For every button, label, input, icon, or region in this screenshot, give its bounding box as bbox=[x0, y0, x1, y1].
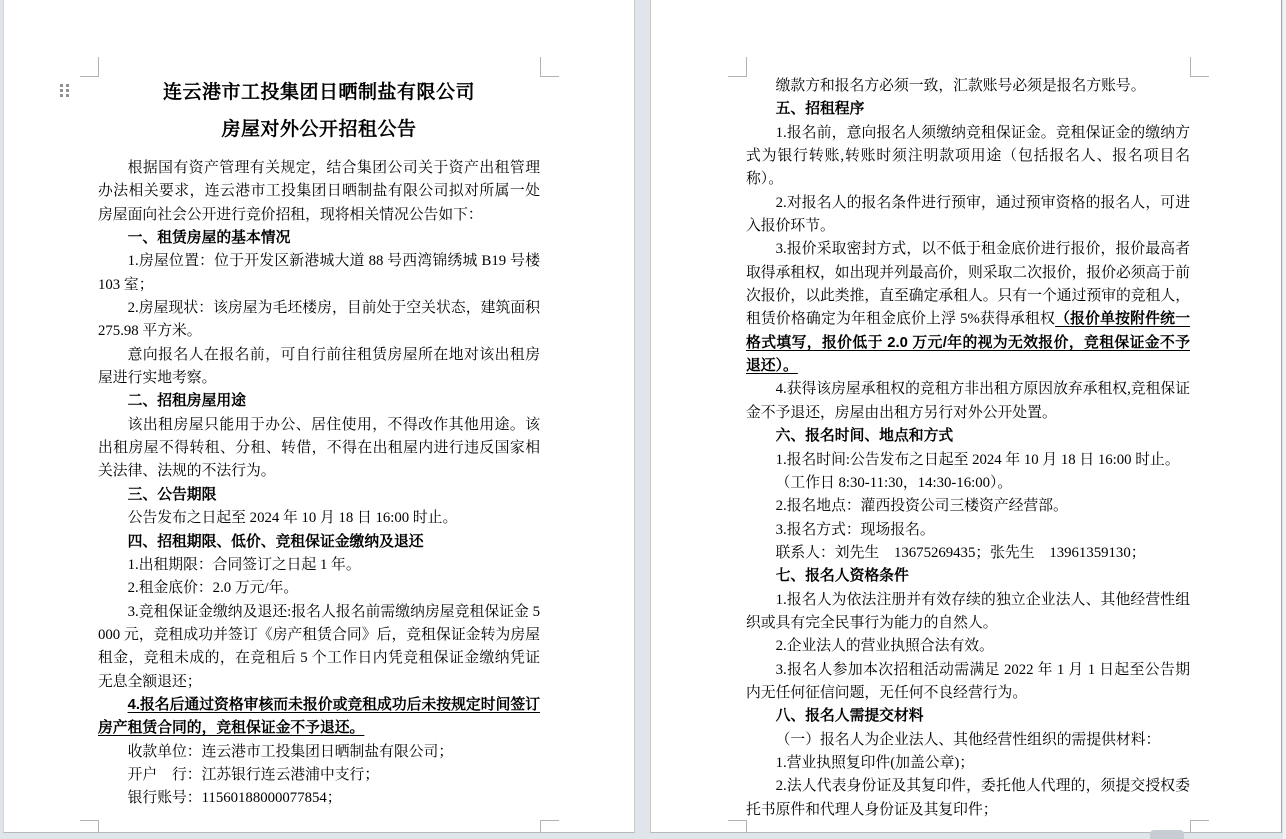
paragraph[interactable] bbox=[746, 472, 1190, 495]
paragraph-text: 3.报名方式：现场报名。 bbox=[775, 521, 935, 538]
section-heading[interactable] bbox=[98, 484, 540, 507]
section-heading[interactable] bbox=[98, 531, 540, 554]
paragraph-text: 六、报名时间、地点和方式 bbox=[775, 428, 954, 445]
section-heading[interactable] bbox=[746, 425, 1190, 448]
section-heading[interactable] bbox=[746, 565, 1190, 588]
text-boundary-mark bbox=[1190, 820, 1209, 833]
section-heading[interactable] bbox=[98, 227, 540, 250]
paragraph-text: 2.报名地点：灌西投资公司三楼资产经营部。 bbox=[775, 498, 1068, 515]
paragraph-text: 意向报名人在报名前，可自行前往租赁房屋所在地对该出租房屋进行实地考察。 bbox=[98, 346, 540, 387]
paragraph[interactable] bbox=[746, 729, 1190, 752]
paragraph-text: 二、招租房屋用途 bbox=[127, 393, 246, 410]
page-2-text-area[interactable] bbox=[746, 75, 1190, 822]
paragraph-text: 1.房屋位置：位于开发区新港城大道 88 号西湾锦绣城 B19 号楼 103 室； bbox=[98, 253, 540, 293]
text-boundary-mark bbox=[728, 820, 747, 833]
paragraph-text: 联系人：刘先生 13675269435；张先生 13961359130； bbox=[775, 544, 1146, 561]
page-1-text-area[interactable] bbox=[98, 157, 540, 811]
paragraph[interactable] bbox=[98, 694, 540, 741]
text-boundary-mark bbox=[80, 820, 99, 833]
paragraph-text: 1.出租期限：合同签订之日起 1 年。 bbox=[127, 556, 361, 573]
horizontal-scrollbar-thumb[interactable] bbox=[1150, 830, 1184, 839]
paragraph[interactable] bbox=[98, 297, 540, 344]
section-heading[interactable] bbox=[746, 98, 1190, 121]
paragraph-text: 五、招租程序 bbox=[775, 101, 865, 118]
paragraph[interactable] bbox=[746, 238, 1190, 378]
paragraph[interactable] bbox=[746, 589, 1190, 636]
paragraph-text: 七、报名人资格条件 bbox=[775, 568, 909, 585]
paragraph-text: 3.报价采取密封方式，以不低于租金底价进行报价，报价最高者取得承租权，如出现并列最高价，则采取二次报价，报价必须高于前次报价，以此类推，直至确定承租人。只有一个通过预审的竞租人，租赁价格确定为年租金底价上浮 5%获得承租权 bbox=[746, 241, 1190, 328]
text-boundary-mark bbox=[80, 57, 99, 77]
paragraph[interactable] bbox=[746, 378, 1190, 425]
document-title-line1[interactable]: 连云港市工投集团日晒制盐有限公司 bbox=[162, 82, 475, 103]
paragraph[interactable] bbox=[98, 577, 540, 600]
paragraph-text: 1.报名前，意向报名人须缴纳竞租保证金。竞租保证金的缴纳方式为银行转账,转账时须注明款项用途（包括报名人、报名项目名称）。 bbox=[746, 124, 1190, 188]
paragraph[interactable] bbox=[746, 75, 1190, 98]
paragraph-text: 1.报名时间:公告发布之日起至 2024 年 10 月 18 日 16:00 时止。 bbox=[775, 451, 1180, 468]
paragraph-text: 2.对报名人的报名条件进行预审，通过预审资格的报名人，可进入报价环节。 bbox=[746, 194, 1190, 235]
text-boundary-mark bbox=[540, 57, 559, 77]
paragraph[interactable] bbox=[98, 414, 540, 484]
text-boundary-mark bbox=[1190, 57, 1209, 77]
paragraph[interactable] bbox=[98, 787, 540, 810]
paragraph-text: 三、公告期限 bbox=[127, 486, 217, 503]
paragraph[interactable] bbox=[746, 449, 1190, 472]
document-title-line2[interactable]: 房屋对外公开招租公告 bbox=[221, 119, 417, 140]
paragraph[interactable] bbox=[746, 122, 1190, 192]
paragraph[interactable] bbox=[746, 192, 1190, 239]
paragraph-text: 2.法人代表身份证及其复印件，委托他人代理的，须提交授权委托书原件和代理人身份证及其复印件； bbox=[746, 778, 1190, 818]
paragraph[interactable] bbox=[746, 542, 1190, 565]
paragraph-text: （工作日 8:30-11:30，14:30-16:00）。 bbox=[775, 474, 1013, 491]
emphasized-underlined-text: （报价单按附件统一格式填写，报价低于 2.0 万元/年的视为无效报价，竞租保证金不予退还）。 bbox=[746, 311, 1190, 375]
section-heading[interactable] bbox=[98, 390, 540, 413]
paragraph-text: 开户 行：江苏银行连云港浦中支行； bbox=[127, 766, 380, 783]
document-title[interactable] bbox=[98, 74, 540, 148]
paragraph-text: 2.租金底价：2.0 万元/年。 bbox=[127, 580, 299, 597]
paragraph-text: 收款单位：连云港市工投集团日晒制盐有限公司； bbox=[127, 743, 454, 760]
document-page-2[interactable] bbox=[650, 0, 1282, 833]
paragraph[interactable] bbox=[98, 507, 540, 530]
section-heading[interactable] bbox=[746, 705, 1190, 728]
paragraph[interactable] bbox=[746, 775, 1190, 822]
paragraph-text: （一）报名人为企业法人、其他经营性组织的需提供材料： bbox=[775, 731, 1161, 748]
paragraph[interactable] bbox=[98, 344, 540, 391]
paragraph-text: 2.房屋现状：该房屋为毛坯楼房，目前处于空关状态，建筑面积 275.98 平方米。 bbox=[98, 300, 540, 340]
paragraph-text: 4.报名后通过资格审核而未报价或竞租成功后未按规定时间签订房产租赁合同的，竞租保证金不予退还。 bbox=[98, 696, 540, 737]
paragraph-text: 八、报名人需提交材料 bbox=[775, 708, 924, 725]
text-boundary-mark bbox=[728, 57, 747, 77]
paragraph-text: 根据国有资产管理有关规定，结合集团公司关于资产出租管理办法相关要求，连云港市工投集团日晒制盐有限公司拟对所属一处房屋面向社会公开进行竞价招租，现将相关情况公告如下： bbox=[98, 160, 540, 223]
paragraph-text: 2.企业法人的营业执照合法有效。 bbox=[775, 638, 994, 655]
paragraph[interactable] bbox=[98, 601, 540, 694]
document-page-1[interactable] bbox=[3, 0, 635, 833]
paragraph[interactable] bbox=[746, 752, 1190, 775]
paragraph-text: 一、租赁房屋的基本情况 bbox=[127, 230, 291, 247]
paragraph[interactable] bbox=[746, 635, 1190, 658]
paragraph-text: 公告发布之日起至 2024 年 10 月 18 日 16:00 时止。 bbox=[127, 510, 458, 527]
paragraph-text: 该出租房屋只能用于办公、居住使用，不得改作其他用途。该出租房屋不得转租、分租、转借，不得在出租屋内进行违反国家相关法律、法规的不法行为。 bbox=[98, 416, 540, 480]
paragraph[interactable] bbox=[746, 659, 1190, 706]
paragraph-text: 1.营业执照复印件(加盖公章)； bbox=[775, 754, 975, 771]
paragraph-text: 1.报名人为依法注册并有效存续的独立企业法人、其他经营性组织或具有完全民事行为能力的自然人。 bbox=[746, 591, 1190, 631]
paragraph[interactable] bbox=[98, 741, 540, 764]
paragraph-text: 3.报名人参加本次招租活动需满足 2022 年 1 月 1 日起至公告期内无任何征信问题，无任何不良经营行为。 bbox=[746, 661, 1190, 701]
paragraph-text: 缴款方和报名方必须一致，汇款账号必须是报名方账号。 bbox=[775, 78, 1146, 94]
drag-handle-icon[interactable] bbox=[60, 84, 69, 97]
paragraph[interactable] bbox=[746, 519, 1190, 542]
paragraph[interactable] bbox=[98, 250, 540, 297]
paragraph[interactable] bbox=[98, 764, 540, 787]
text-boundary-mark bbox=[540, 820, 559, 833]
paragraph-text: 4.获得该房屋承租权的竞租方非出租方原因放弃承租权,竞租保证金不予退还，房屋由出租方另行对外公开处置。 bbox=[746, 381, 1190, 421]
paragraph-text: 四、招租期限、低价、竞租保证金缴纳及退还 bbox=[127, 533, 424, 550]
paragraph[interactable] bbox=[98, 554, 540, 577]
paragraph[interactable] bbox=[98, 157, 540, 227]
paragraph[interactable] bbox=[746, 495, 1190, 518]
paragraph-text: 银行账号：11560188000077854； bbox=[127, 790, 342, 807]
paragraph-text: 3.竞租保证金缴纳及退还:报名人报名前需缴纳房屋竞租保证金 5000 元，竞租成功并签订《房产租赁合同》后，竞租保证金转为房屋租金，竞租未成的，在竞租后 5 个工作日内凭竞租保证金缴纳凭证无息全额退还； bbox=[98, 603, 540, 690]
